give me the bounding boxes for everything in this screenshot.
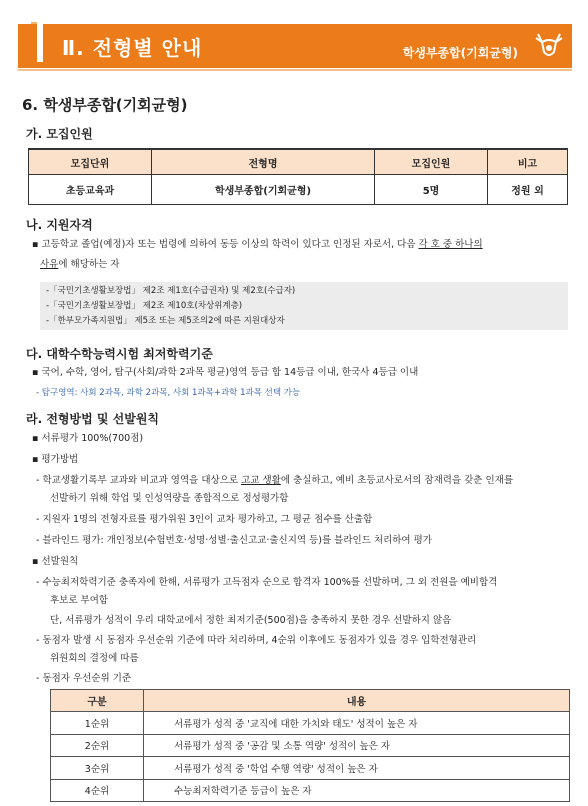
qual-bullet: ▪ 고등학교 졸업(예정)자 또는 법령에 의하여 동등 이상의 학력이 있다고 인정된 자로서, 다음 각 호 중 하나의 bbox=[32, 239, 483, 250]
csat-heading: 다. 대학수학능력시험 최저학력기준 bbox=[26, 347, 213, 361]
method-line: - 블라인드 평가: 개인정보(수험번호·성명·성별·출신고교·출신지역 등)를 블라인드 처리하여 평가 bbox=[36, 535, 432, 546]
recruit-cell: 초등교육과 bbox=[29, 175, 152, 205]
banner-accent bbox=[37, 22, 43, 62]
method-line: 단, 서류평가 성적이 우리 대학교에서 정한 최저기준(500점)을 충족하지 못한 경우 선발하지 않음 bbox=[50, 615, 452, 626]
recruit-cell: 학생부종합(기회균형) bbox=[152, 175, 375, 205]
deer-logo-icon bbox=[530, 30, 568, 62]
method-line: - 지원자 1명의 전형자료를 평가위원 3인이 교차 평가하고, 그 평균 점수를 산출함 bbox=[36, 514, 373, 525]
list-item: -「국민기초생활보장법」 제2조 제10호(차상위계층) bbox=[46, 301, 243, 311]
csat-line: ▪ 국어, 수학, 영어, 탐구(사회/과학 2과목 평균)영역 등급 합 14등급 이내, 한국사 4등급 이내 bbox=[32, 367, 419, 378]
tie-table bbox=[50, 689, 570, 802]
recruit-table bbox=[28, 148, 568, 205]
recruit-cell: 5명 bbox=[375, 175, 488, 205]
recruit-header-cell: 비고 bbox=[488, 149, 568, 175]
recruit-header-cell: 모집인원 bbox=[375, 149, 488, 175]
list-item: -「국민기초생활보장법」 제2조 제1호(수급권자) 및 제2호(수급자) bbox=[46, 286, 296, 296]
tie-content: 서류평가 성적 중 '학업 수행 역량' 성적이 높은 자 bbox=[144, 757, 570, 780]
table-row bbox=[51, 757, 570, 780]
method-item: ▪ 서류평가 100%(700점) bbox=[32, 433, 144, 444]
list-item: -「한부모가족지원법」 제5조 또는 제5조의2에 따른 지원대상자 bbox=[46, 316, 285, 326]
section-title: 6. 학생부종합(기회균형) bbox=[22, 96, 188, 114]
banner-underline bbox=[18, 69, 572, 71]
method-line: - 동점자 발생 시 동점자 우선순위 기준에 따라 처리하며, 4순위 이후에도 동점자가 있을 경우 입학전형관리 bbox=[36, 635, 477, 646]
method-item: ▪ 평가방법 bbox=[32, 454, 79, 465]
recruit-header-cell: 전형명 bbox=[152, 149, 375, 175]
method-heading: 라. 전형방법 및 선발원칙 bbox=[26, 412, 160, 426]
method-line: 선발하기 위해 학업 및 인성역량을 종합적으로 정성평가함 bbox=[50, 493, 289, 504]
method-line: 위원회의 결정에 따름 bbox=[50, 653, 139, 664]
method-line: - 학교생활기록부 교과와 비교과 영역을 대상으로 고교 생활에 충실하고, 예비 초등교사로서의 잠재력을 갖춘 인재를 bbox=[36, 475, 514, 486]
tie-header-cell: 내용 bbox=[144, 690, 570, 712]
recruit-header-cell: 모집단위 bbox=[29, 149, 152, 175]
recruit-heading: 가. 모집인원 bbox=[26, 127, 93, 141]
table-row bbox=[51, 712, 570, 735]
tie-content: 서류평가 성적 중 '교직에 대한 가치와 태도' 성적이 높은 자 bbox=[144, 712, 570, 735]
tie-rank: 2순위 bbox=[51, 734, 144, 757]
tie-content: 수능최저학력기준 등급이 높은 자 bbox=[144, 779, 570, 802]
table-row bbox=[51, 734, 570, 757]
qual-bullet-cont: 사유에 해당하는 자 bbox=[40, 259, 120, 270]
tie-content: 서류평가 성적 중 '공감 및 소통 역량' 성적이 높은 자 bbox=[144, 734, 570, 757]
table-row bbox=[29, 175, 568, 205]
method-line: 후보로 부여함 bbox=[50, 595, 109, 606]
recruit-cell: 정원 외 bbox=[488, 175, 568, 205]
method-line: - 수능최저학력기준 충족자에 한해, 서류평가 고득점자 순으로 합격자 100%를 선발하며, 그 외 전원을 예비합격 bbox=[36, 577, 498, 588]
method-line: - 동점자 우선순위 기준 bbox=[36, 673, 132, 684]
banner-subtitle: 학생부종합(기회균형) bbox=[402, 46, 518, 60]
tie-rank: 1순위 bbox=[51, 712, 144, 735]
csat-subject-note: - 탐구영역: 사회 2과목, 과학 2과목, 사회 1과목+과학 1과목 선택 가능 bbox=[36, 388, 301, 398]
table-row bbox=[51, 779, 570, 802]
method-item: ▪ 선발원칙 bbox=[32, 556, 79, 567]
tie-rank: 4순위 bbox=[51, 779, 144, 802]
qual-heading: 나. 지원자격 bbox=[26, 218, 93, 232]
tie-rank: 3순위 bbox=[51, 757, 144, 780]
tie-header-cell: 구분 bbox=[51, 690, 144, 712]
banner-title: Ⅱ. 전형별 안내 bbox=[62, 36, 203, 60]
